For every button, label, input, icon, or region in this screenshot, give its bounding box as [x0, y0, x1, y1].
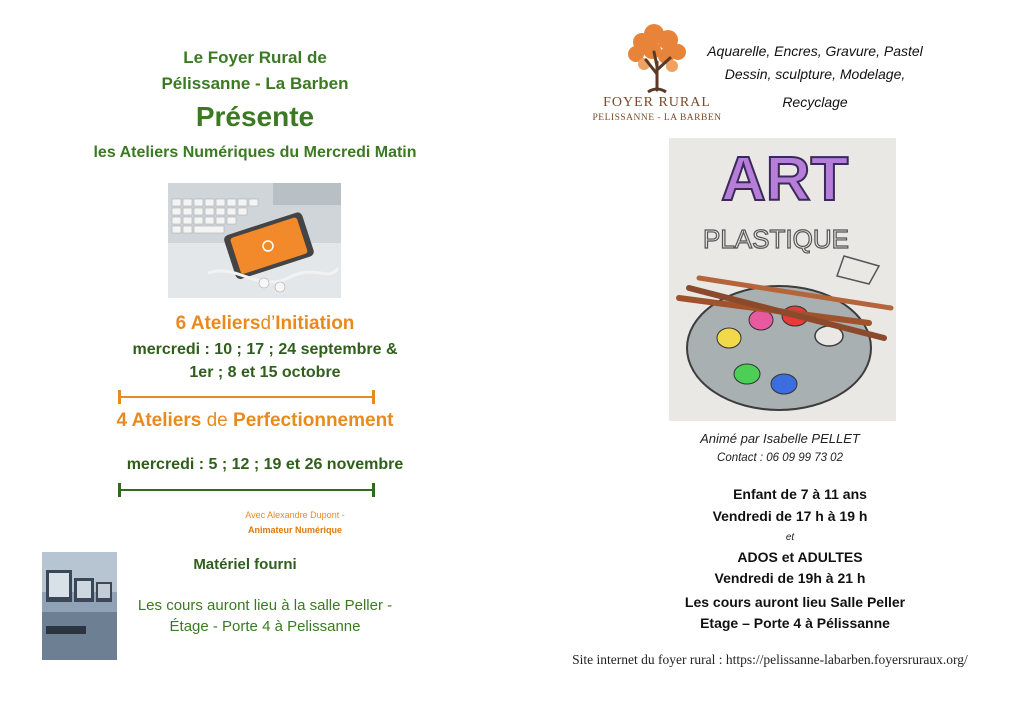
computer-room-illustration [42, 552, 117, 660]
location-line2: Étage - Porte 4 à Pelissanne [169, 618, 361, 635]
perfection-word-de: de [206, 410, 228, 431]
orange-divider [118, 396, 375, 398]
techniques-line2: Dessin, sculpture, Modelage, [724, 66, 906, 82]
art-title: ART [721, 145, 849, 214]
right-location-line2: Etage – Porte 4 à Pélissanne [700, 615, 890, 631]
art-plastique-drawing [669, 138, 896, 421]
plastique-title: PLASTIQUE [703, 224, 849, 254]
perfection-dates: mercredi : 5 ; 12 ; 19 et 26 novembre [126, 456, 404, 473]
tree-logo-icon [582, 22, 732, 97]
perfection-word-perfectionnement: Perfectionnement [233, 410, 394, 431]
children-age: Enfant de 7 à 11 ans [733, 486, 867, 502]
children-schedule: Vendredi de 17 h à 19 h [712, 508, 868, 524]
presents-heading: Présente [195, 101, 315, 132]
location-line1: Les cours auront lieu à la salle Peller - [137, 597, 393, 614]
initiation-title [60, 313, 470, 335]
perfection-word-ateliers: Ateliers [131, 410, 202, 431]
et-separator: et [785, 532, 795, 543]
logo-subtitle: PELISSANNE - LA BARBEN [592, 113, 722, 123]
materiel-fourni: Matériel fourni [193, 556, 297, 573]
right-location-line1: Les cours auront lieu Salle Peller [684, 594, 906, 610]
perfection-title [40, 410, 470, 432]
initiation-word-ateliers: Ateliers [190, 313, 261, 334]
initiation-count: 6 [175, 313, 187, 334]
techniques-line1: Aquarelle, Encres, Gravure, Pastel [707, 43, 923, 59]
techniques-line3: Recyclage [782, 94, 848, 110]
contact-phone: Contact : 06 09 99 73 02 [717, 452, 843, 464]
initiation-word-d: d’ [260, 313, 276, 334]
green-divider [118, 489, 375, 491]
adults-group: ADOS et ADULTES [737, 549, 863, 565]
initiation-word-initiation: Initiation [275, 313, 355, 334]
workshops-subtitle: les Ateliers Numériques du Mercredi Matin [93, 144, 417, 161]
website-line[interactable]: Site internet du foyer rural : https://pelissanne-labarben.foyersruraux.org/ [572, 652, 968, 667]
perfection-count: 4 [116, 410, 128, 431]
animator-right: Animé par Isabelle PELLET [700, 431, 860, 446]
org-name-line1: Le Foyer Rural de [183, 48, 327, 67]
animator-name: Avec Alexandre Dupont - [245, 510, 345, 520]
keyboard-phone-photo [168, 183, 341, 298]
initiation-dates-line1: mercredi : 10 ; 17 ; 24 septembre & [132, 341, 398, 358]
computer-room-photo [42, 552, 117, 660]
animator-role: Animateur Numérique [247, 525, 343, 535]
logo-name: FOYER RURAL [603, 95, 711, 110]
adults-schedule: Vendredi de 19h à 21 h [714, 570, 866, 586]
org-name-line2: Pélissanne - La Barben [161, 74, 349, 93]
art-palette-illustration [669, 138, 896, 421]
keyboard-phone-illustration [168, 183, 341, 298]
initiation-dates-line2: 1er ; 8 et 15 octobre [189, 364, 341, 381]
